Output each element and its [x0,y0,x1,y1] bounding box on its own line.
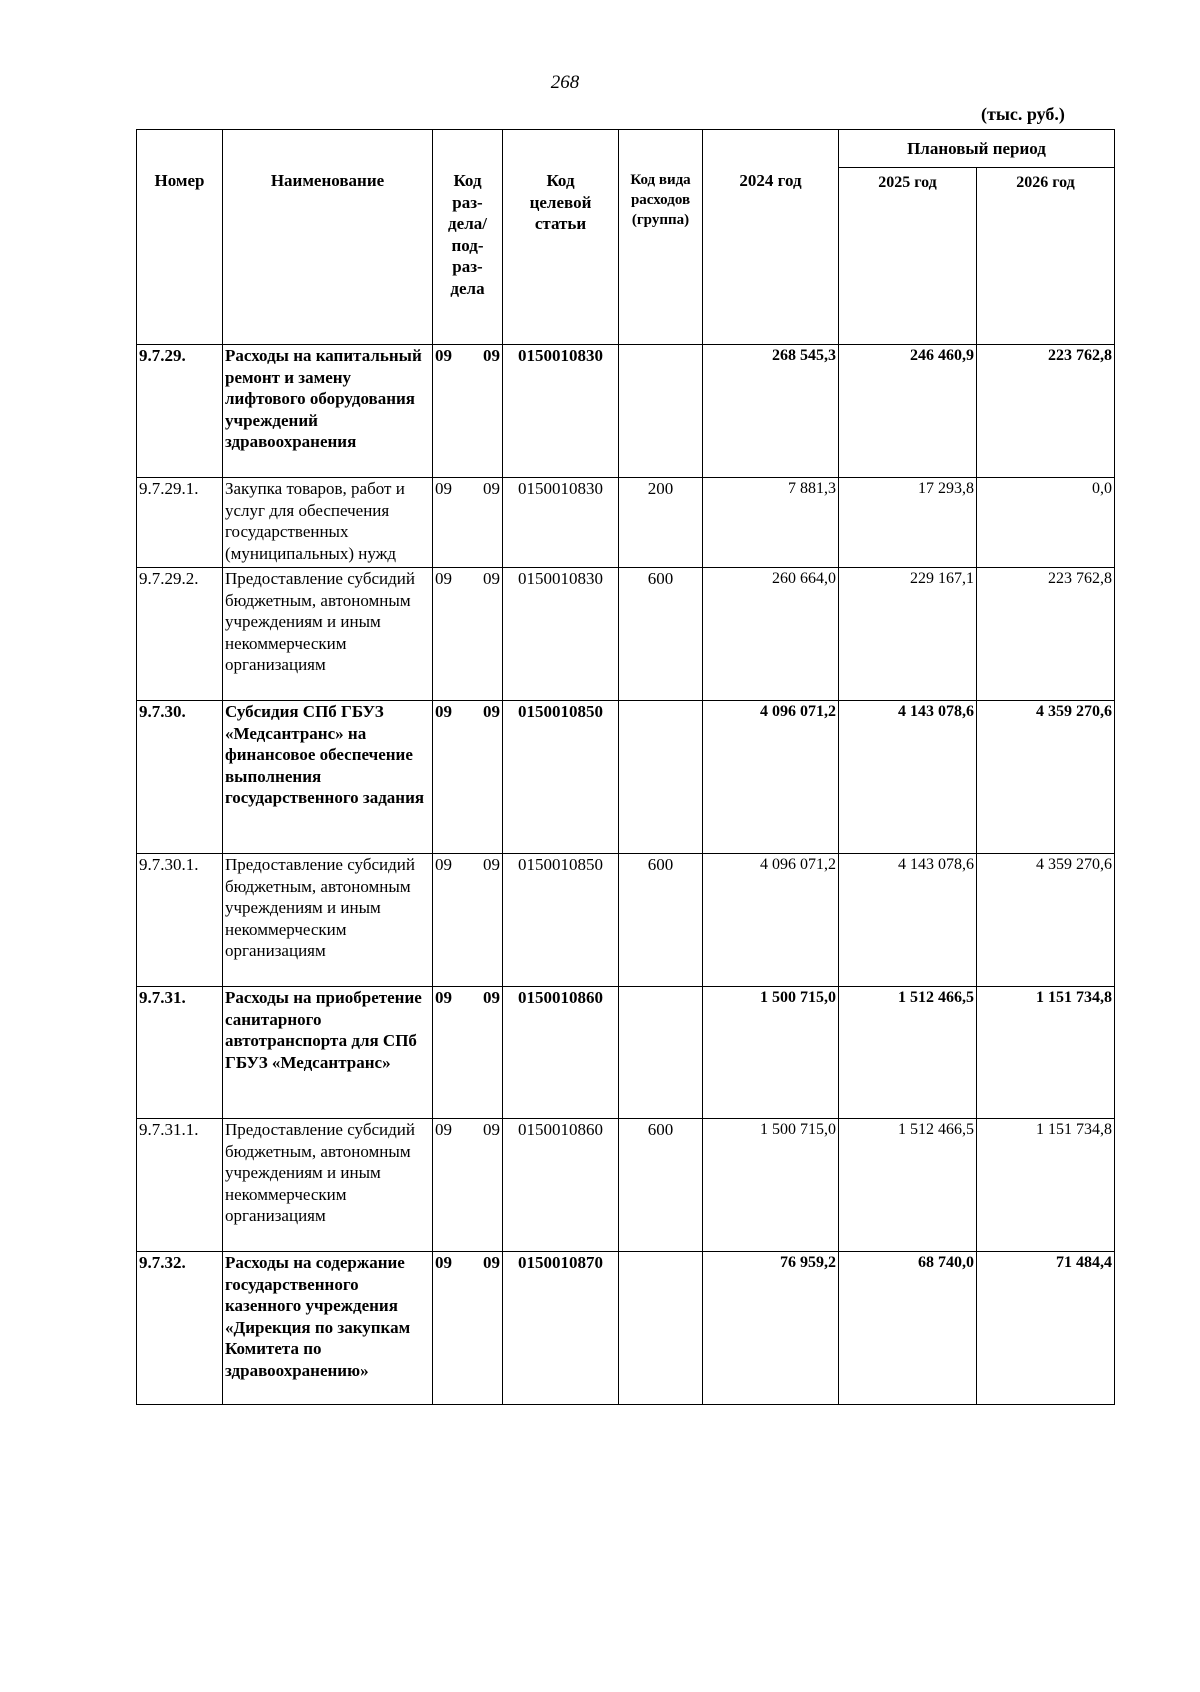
row-target-code: 0150010850 [503,854,619,987]
budget-table [136,129,1115,1405]
row-expense-kind: 600 [619,568,703,701]
row-number: 9.7.29. [137,345,223,478]
row-target-code: 0150010850 [503,701,619,854]
row-amount-2026: 4 359 270,6 [977,854,1115,987]
row-expense-kind [619,987,703,1119]
header-expense-kind: Код вида расходов (группа) [619,130,703,345]
table-row [137,854,1115,987]
table-row [137,987,1115,1119]
row-amount-2025: 4 143 078,6 [839,701,977,854]
table-row [137,568,1115,701]
row-name: Расходы на содержание государственного казенного учреждения «Дирекция по закупкам Комитета по здравоохранению» [223,1252,433,1405]
table-row [137,1252,1115,1405]
section-code: 09 [435,988,452,1007]
row-target-code: 0150010870 [503,1252,619,1405]
table-body [137,345,1115,1405]
row-expense-kind [619,701,703,854]
row-target-code: 0150010830 [503,478,619,568]
row-name: Предоставление субсидий бюджетным, автономным учреждениям и иным некоммерческим организациям [223,854,433,987]
table-row [137,1119,1115,1252]
row-amount-2026: 0,0 [977,478,1115,568]
row-amount-2026: 223 762,8 [977,345,1115,478]
row-amount-2024: 4 096 071,2 [703,701,839,854]
row-expense-kind: 600 [619,1119,703,1252]
row-name: Расходы на приобретение санитарного автотранспорта для СПб ГБУЗ «Медсантранс» [223,987,433,1119]
header-year-2026: 2026 год [977,168,1115,345]
row-section-code [433,568,503,701]
row-number: 9.7.30. [137,701,223,854]
section-code: 09 [435,1120,452,1139]
table-header [137,130,1115,345]
row-amount-2024: 1 500 715,0 [703,1119,839,1252]
section-code: 09 [435,569,452,588]
row-amount-2024: 268 545,3 [703,345,839,478]
header-number: Номер [137,130,223,345]
row-name: Расходы на капитальный ремонт и замену лифтового оборудования учреждений здравоохранения [223,345,433,478]
subsection-code: 09 [483,346,500,365]
subsection-code: 09 [483,1253,500,1272]
row-name: Закупка товаров, работ и услуг для обеспечения государственных (муниципальных) нужд [223,478,433,568]
header-planned-period: Плановый период [839,130,1115,168]
subsection-code: 09 [483,855,500,874]
row-amount-2026: 223 762,8 [977,568,1115,701]
row-number: 9.7.30.1. [137,854,223,987]
row-amount-2026: 71 484,4 [977,1252,1115,1405]
row-expense-kind [619,345,703,478]
row-amount-2024: 260 664,0 [703,568,839,701]
row-amount-2024: 76 959,2 [703,1252,839,1405]
subsection-code: 09 [483,988,500,1007]
row-amount-2025: 17 293,8 [839,478,977,568]
row-amount-2024: 1 500 715,0 [703,987,839,1119]
row-target-code: 0150010830 [503,345,619,478]
row-section-code [433,478,503,568]
row-target-code: 0150010860 [503,987,619,1119]
row-number: 9.7.32. [137,1252,223,1405]
row-amount-2025: 1 512 466,5 [839,987,977,1119]
row-name: Предоставление субсидий бюджетным, автономным учреждениям и иным некоммерческим организациям [223,568,433,701]
row-section-code [433,1119,503,1252]
row-section-code [433,701,503,854]
section-code: 09 [435,855,452,874]
header-name: Наименование [223,130,433,345]
row-number: 9.7.29.2. [137,568,223,701]
header-year-2024: 2024 год [703,130,839,345]
row-expense-kind: 600 [619,854,703,987]
subsection-code: 09 [483,569,500,588]
row-target-code: 0150010860 [503,1119,619,1252]
subsection-code: 09 [483,1120,500,1139]
row-section-code [433,987,503,1119]
row-amount-2024: 7 881,3 [703,478,839,568]
header-year-2025: 2025 год [839,168,977,345]
row-amount-2025: 4 143 078,6 [839,854,977,987]
row-expense-kind [619,1252,703,1405]
row-amount-2025: 1 512 466,5 [839,1119,977,1252]
row-amount-2026: 1 151 734,8 [977,1119,1115,1252]
row-section-code [433,345,503,478]
row-number: 9.7.31.1. [137,1119,223,1252]
section-code: 09 [435,346,452,365]
row-section-code [433,1252,503,1405]
row-expense-kind: 200 [619,478,703,568]
header-target-code: Код целевой статьи [503,130,619,345]
subsection-code: 09 [483,479,500,498]
table-row [137,345,1115,478]
header-section-code: Код раз-дела/ под-раз-дела [433,130,503,345]
row-name: Субсидия СПб ГБУЗ «Медсантранс» на финансовое обеспечение выполнения государственного задания [223,701,433,854]
row-number: 9.7.31. [137,987,223,1119]
section-code: 09 [435,479,452,498]
row-amount-2025: 229 167,1 [839,568,977,701]
row-amount-2025: 68 740,0 [839,1252,977,1405]
row-target-code: 0150010830 [503,568,619,701]
row-number: 9.7.29.1. [137,478,223,568]
table-row [137,478,1115,568]
section-code: 09 [435,702,452,721]
section-code: 09 [435,1253,452,1272]
subsection-code: 09 [483,702,500,721]
table-row [137,701,1115,854]
row-name: Предоставление субсидий бюджетным, автономным учреждениям и иным некоммерческим организациям [223,1119,433,1252]
row-section-code [433,854,503,987]
page-number: 268 [550,72,580,93]
row-amount-2025: 246 460,9 [839,345,977,478]
row-amount-2024: 4 096 071,2 [703,854,839,987]
row-amount-2026: 4 359 270,6 [977,701,1115,854]
units-label: (тыс. руб.) [981,104,1065,124]
row-amount-2026: 1 151 734,8 [977,987,1115,1119]
